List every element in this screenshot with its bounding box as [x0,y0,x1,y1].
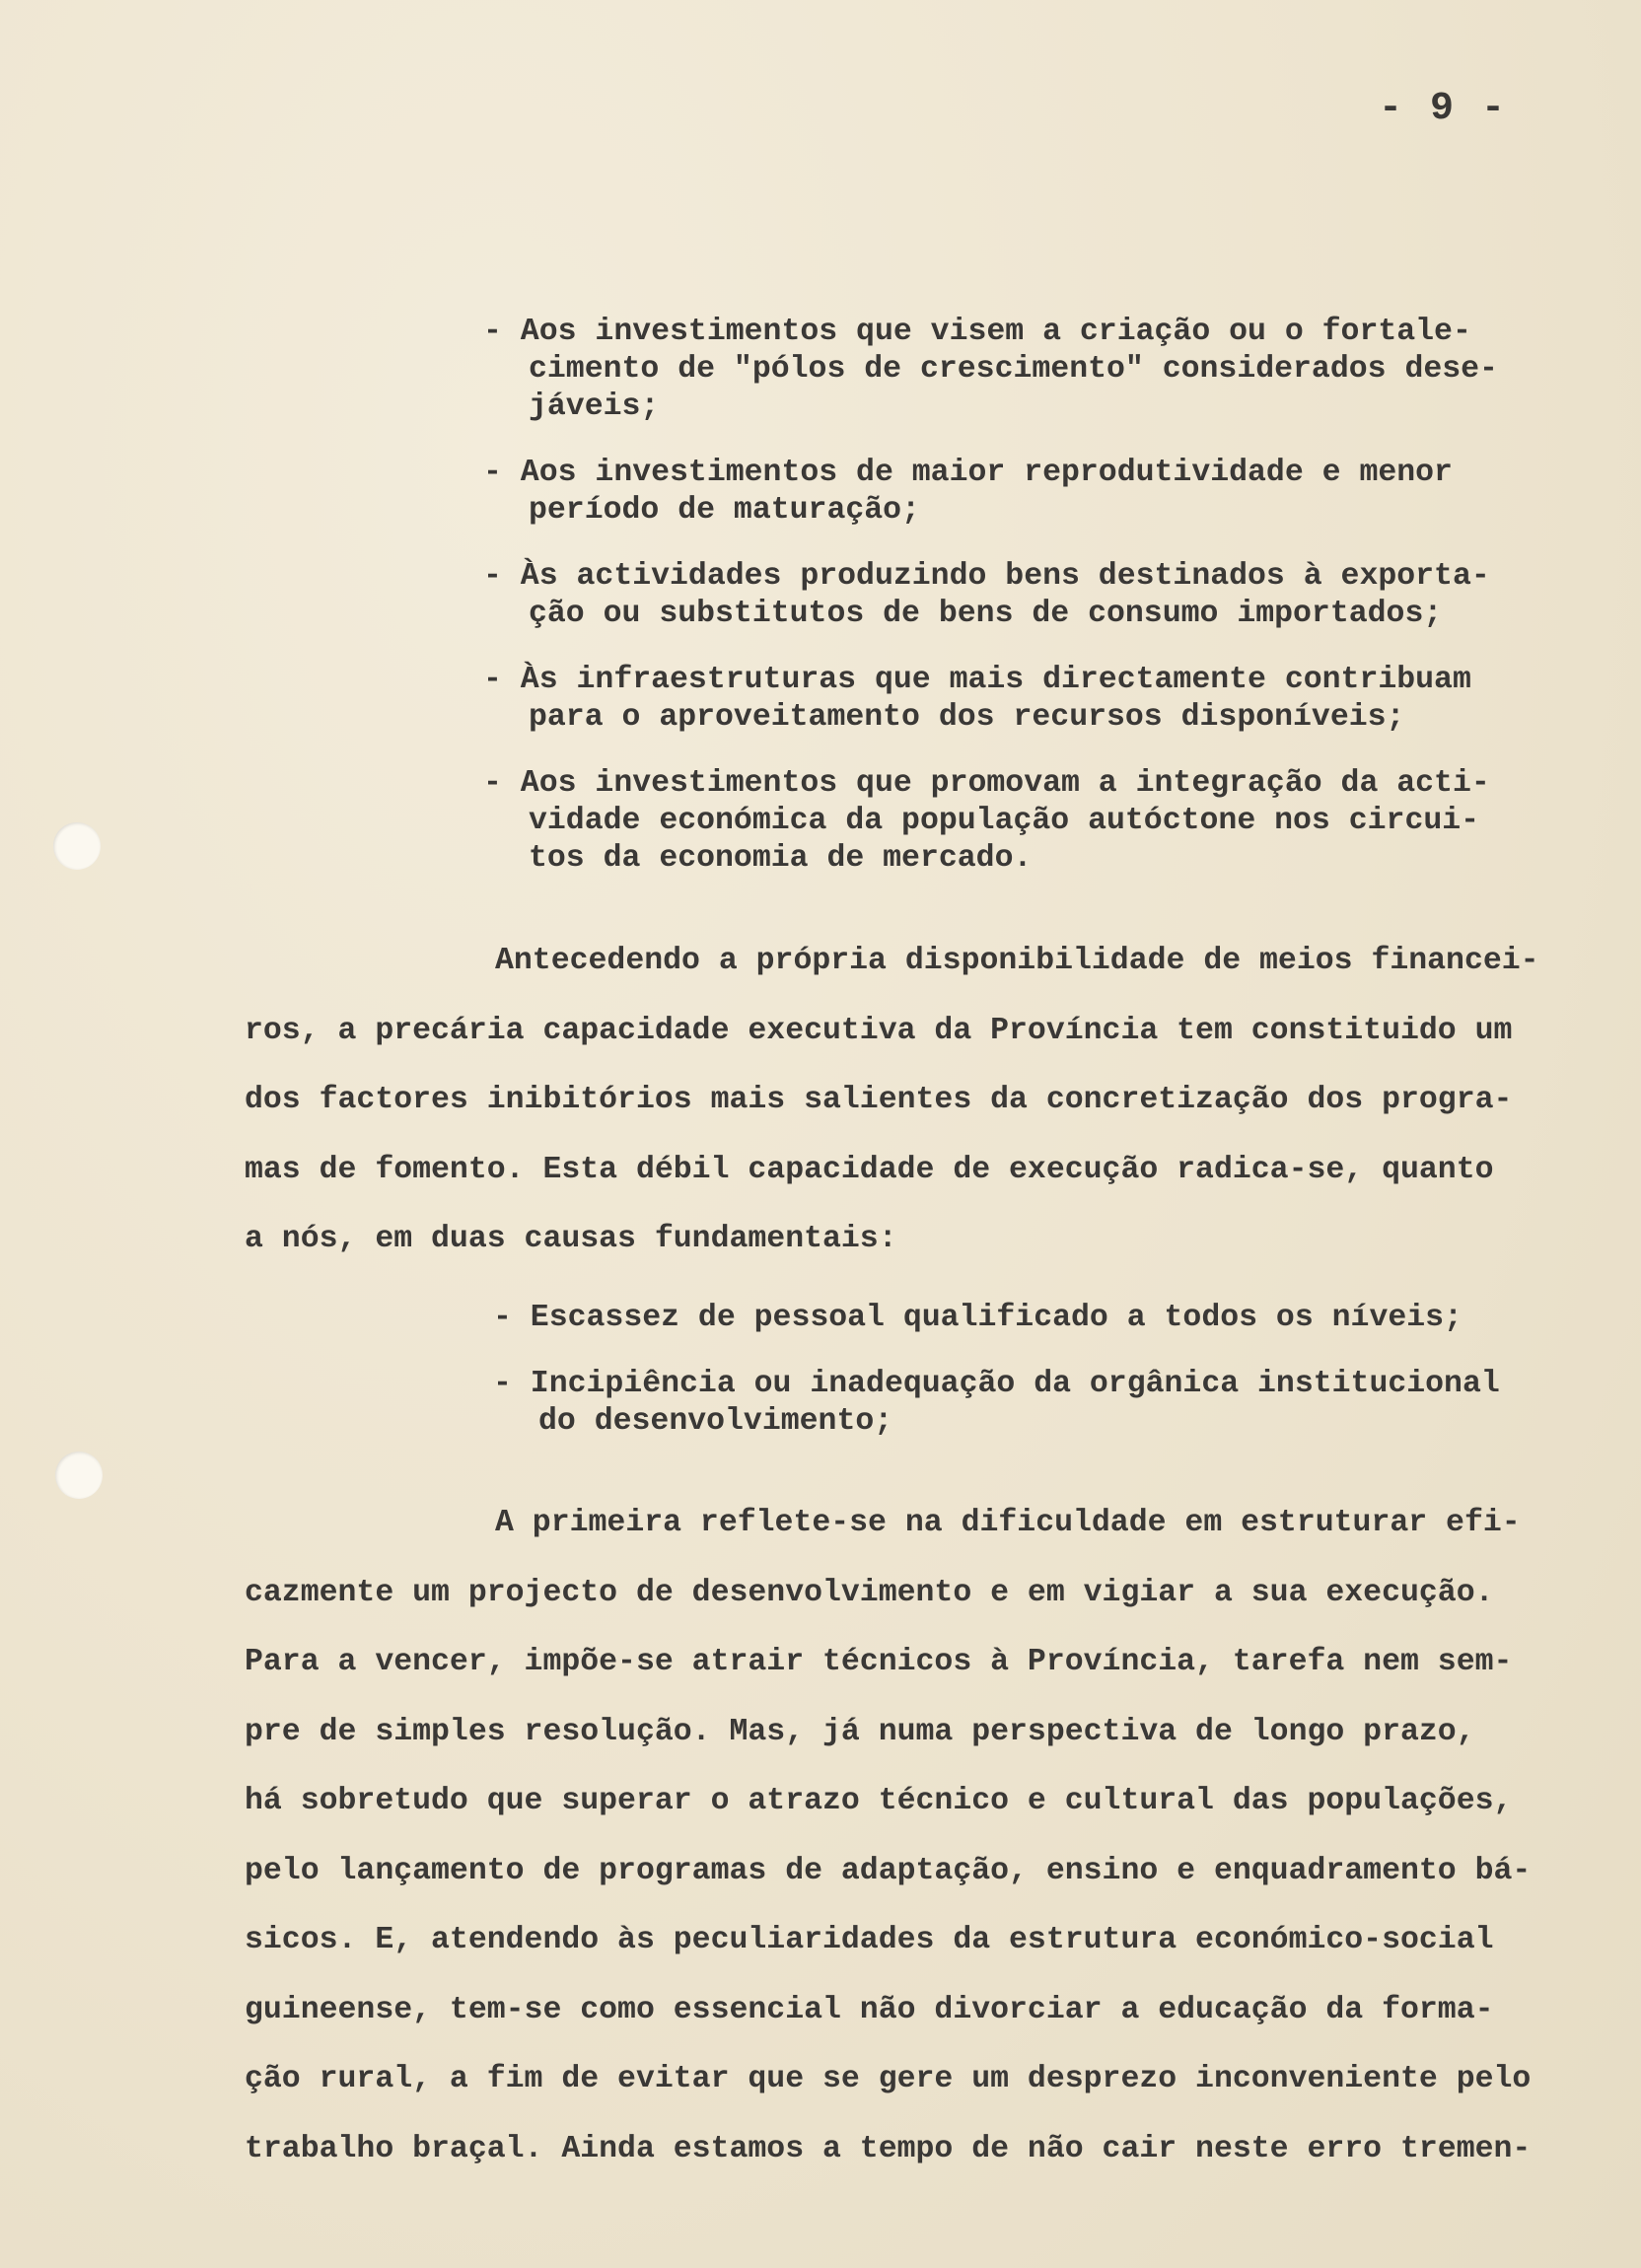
causes-list [493,1300,1558,1469]
list-item: - Aos investimentos que visem a criação ou o fortale- cimento de "pólos de crescimento" considerados dese- jáveis; [483,315,1498,424]
list-item: - Aos investimentos de maior reprodutividade e menor período de maturação; [483,456,1453,528]
list-item: - Às infraestruturas que mais directamente contribuam para o aproveitamento dos recursos disponíveis; [483,663,1471,735]
punch-hole [53,822,101,870]
investment-priority-list [483,314,1548,906]
paragraph-text: Antecedendo a própria disponibilidade de meios financei- ros, a precária capacidade executiva da Província tem constituido um dos factores inibitórios mais salientes da concretização dos progra- mas de fomento. Esta débil capacidade de execução radica-se, quanto a nós, em duas causas fundamentais: [245,944,1539,1256]
punch-hole [55,1452,103,1499]
list-item: - Aos investimentos que promovam a integração da acti- vidade económica da população autóctone nos circui- tos da economia de mercado. [483,766,1490,876]
list-item: - Incipiência ou inadequação da orgânica institucional do desenvolvimento; [493,1367,1500,1439]
paragraph [245,927,1605,1275]
paragraph-text: A primeira reflete-se na dificuldade em estruturar efi- cazmente um projecto de desenvolvimento e em vigiar a sua execução. Para a vencer, impõe-se atrair técnicos à Província, tarefa nem sem- pre de simples resolução. Mas, já numa perspectiva de longo prazo, há sobretudo que superar o atrazo técnico e cultural das populações, pelo lançamento de programas de adaptação, ensino e enquadramento bá- sicos. E, atendendo às peculiaridades da estrutura económico-social guineense, tem-se como essencial não divorciar a educação da forma- ção rural, a fim de evitar que se gere um desprezo inconveniente pelo trabalho braçal. Ainda estamos a tempo de não cair neste erro tremen- [245,1506,1532,2166]
list-item: - Escassez de pessoal qualificado a todos os níveis; [493,1301,1463,1335]
paragraph [245,1489,1605,2184]
page-number: - 9 - [1379,87,1508,131]
list-item: - Às actividades produzindo bens destinados à exporta- ção ou substitutos de bens de consumo importados; [483,559,1490,631]
